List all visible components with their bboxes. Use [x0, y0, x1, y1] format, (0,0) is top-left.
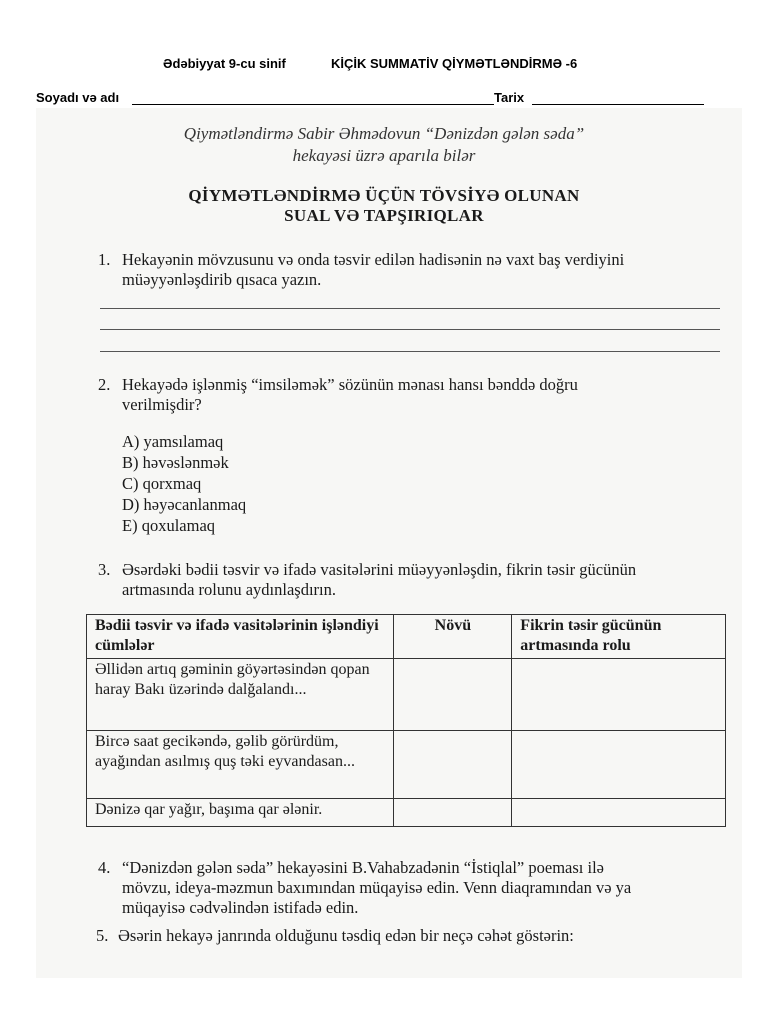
- role-cell[interactable]: [512, 799, 726, 827]
- name-underline: [132, 104, 494, 105]
- name-label: Soyadı və adı: [36, 90, 120, 105]
- column-header: Bədii təsvir və ifadə vasitələrinin işləndiyi cümlələr: [87, 615, 394, 659]
- type-cell[interactable]: [394, 731, 512, 799]
- subtitle-line-1: Qiymətləndirmə Sabir Əhmədovun “Dənizdən gələn səda”: [183, 124, 585, 143]
- table-row: [87, 731, 726, 799]
- sentence-cell: Əllidən artıq gəminin göyərtəsindən qopan haray Bakı üzərində dalğalandı...: [87, 659, 394, 731]
- question-5: 5. Əsərin hekayə janrında olduğunu təsdiq edən bir neçə cəhət göstərin:: [96, 926, 574, 945]
- column-header: Növü: [394, 615, 512, 659]
- table-header-row: [87, 615, 726, 659]
- sentence-cell: Bircə saat gecikəndə, gəlib görürdüm, ayağından asılmış quş təki eyvandasan...: [87, 731, 394, 799]
- answer-line-2[interactable]: [100, 329, 720, 330]
- option-b[interactable]: B) həvəslənmək: [122, 453, 229, 472]
- title-line-2: SUAL VƏ TAPŞIRIQLAR: [284, 206, 484, 225]
- question-4: 4. “Dənizdən gələn səda” hekayəsini B.Vahabzadənin “İstiqlal” poeması ilə mövzu, ideya-məzmun baxımından müqayisə edin. Venn diaqramından və ya müqayisə cədvəlindən istifadə edin.: [98, 858, 632, 917]
- question-number: 5.: [96, 926, 109, 945]
- role-cell[interactable]: [512, 659, 726, 731]
- analysis-table: [86, 614, 726, 827]
- question-number: 3.: [98, 560, 111, 579]
- question-number: 1.: [98, 250, 111, 269]
- course-label: Ədəbiyyat 9-cu sinif: [163, 56, 286, 71]
- date-underline: [532, 104, 704, 105]
- title-line-1: QİYMƏTLƏNDİRMƏ ÜÇÜN TÖVSİYƏ OLUNAN: [188, 186, 580, 205]
- question-2: 2. Hekayədə işlənmiş “imsiləmək” sözünün mənası hansı bənddə doğru verilmişdir?: [98, 375, 578, 414]
- question-3: 3. Əsərdəki bədii təsvir və ifadə vasitələrini müəyyənləşdin, fikrin təsir gücünün artmasında rolunu aydınlaşdırın.: [98, 560, 637, 599]
- option-a[interactable]: A) yamsılamaq: [122, 432, 224, 451]
- sentence-cell: Dənizə qar yağır, başıma qar ələnir.: [87, 799, 394, 827]
- role-cell[interactable]: [512, 731, 726, 799]
- type-cell[interactable]: [394, 659, 512, 731]
- date-label: Tarix: [494, 90, 525, 105]
- column-header: Fikrin təsir gücünün artmasında rolu: [512, 615, 726, 659]
- question-number: 2.: [98, 375, 111, 394]
- answer-line-1[interactable]: [100, 308, 720, 309]
- answer-line-3[interactable]: [100, 351, 720, 352]
- question-number: 4.: [98, 858, 111, 877]
- exam-title: KİÇİK SUMMATİV QİYMƏTLƏNDİRMƏ -6: [331, 56, 578, 71]
- question-1: 1. Hekayənin mövzusunu və onda təsvir edilən hadisənin nə vaxt baş verdiyini müəyyənləşdirib qısaca yazın.: [98, 250, 625, 289]
- type-cell[interactable]: [394, 799, 512, 827]
- option-e[interactable]: E) qoxulamaq: [122, 516, 216, 535]
- option-c[interactable]: C) qorxmaq: [122, 474, 202, 493]
- option-d[interactable]: D) həyəcanlanmaq: [122, 495, 247, 514]
- table-row: [87, 799, 726, 827]
- table-row: [87, 659, 726, 731]
- scanned-page: [36, 108, 742, 978]
- subtitle-line-2: hekayəsi üzrə aparıla bilər: [292, 146, 476, 165]
